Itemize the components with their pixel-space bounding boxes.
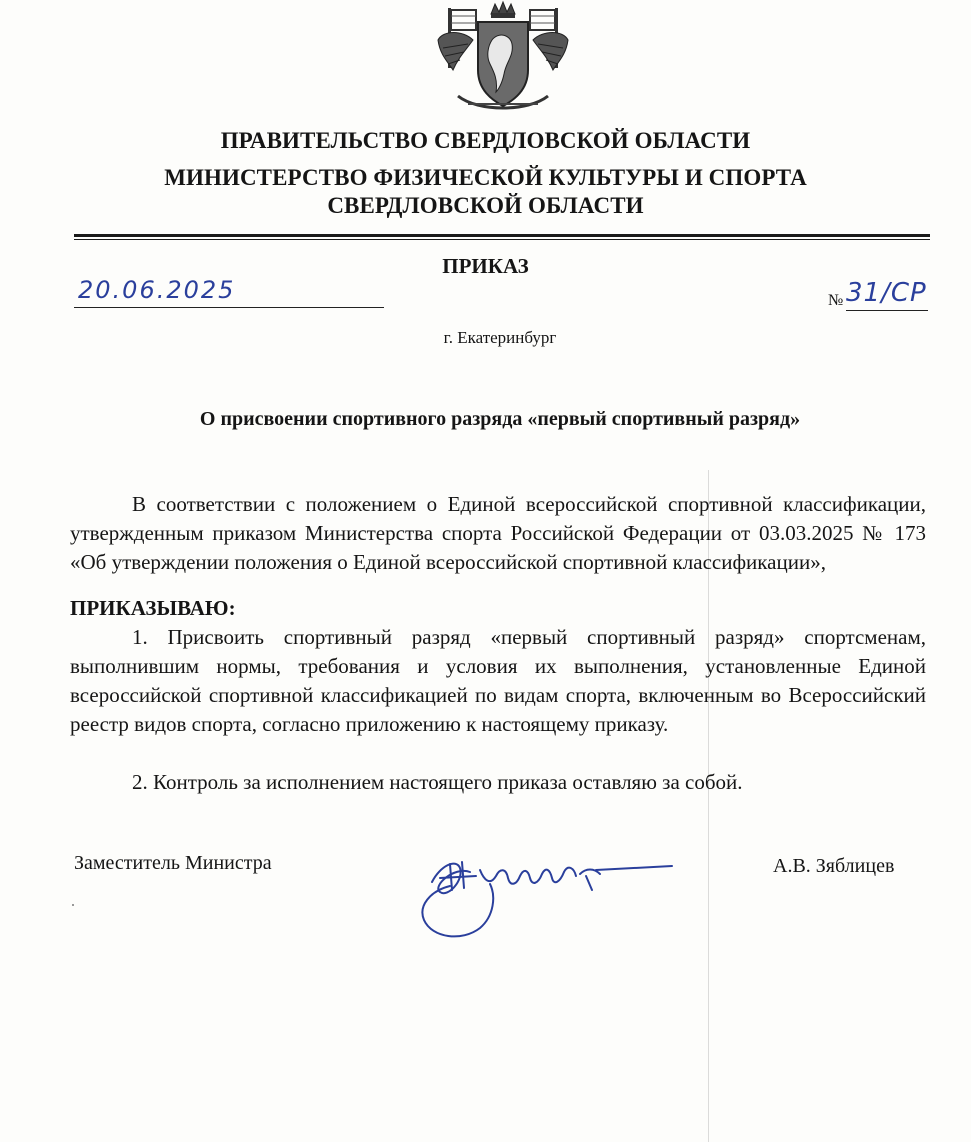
coat-of-arms-icon (418, 0, 588, 118)
header-rule-thin (74, 239, 930, 240)
signer-name: А.В. Зяблицев (773, 855, 895, 877)
document-type: ПРИКАЗ (442, 254, 529, 278)
header-rule-thick (74, 234, 930, 237)
signer-title: Заместитель Министра (74, 852, 272, 874)
handwritten-signature (410, 846, 680, 946)
header-government: ПРАВИТЕЛЬСТВО СВЕРДЛОВСКОЙ ОБЛАСТИ (220, 128, 751, 153)
document-subject: О присвоении спортивного разряда «первый спортивный разряд» (199, 408, 801, 430)
header-ministry: МИНИСТЕРСТВО ФИЗИЧЕСКОЙ КУЛЬТУРЫ И СПОРТА (164, 165, 807, 190)
number-label: № (828, 292, 844, 309)
item-1-paragraph: 1. Присвоить спортивный разряд «первый спортивный разряд» спортсменам, выполнившим нормы, требования и условия их выполнения, установленные Единой всероссийской спортивной классификацией по видам спорта, включенным во Всероссийский реестр видов спорта, согласно приложению к настоящему приказу. (70, 625, 926, 736)
scan-speck (72, 904, 74, 906)
number-underline (846, 310, 928, 311)
document-number: 31/СР (846, 278, 927, 308)
city: г. Екатеринбург (443, 328, 557, 347)
header-region: СВЕРДЛОВСКОЙ ОБЛАСТИ (327, 193, 644, 218)
date-underline (74, 307, 384, 308)
document-date: 20.06.2025 (78, 276, 236, 304)
item-2-paragraph: 2. Контроль за исполнением настоящего приказа оставляю за собой. (132, 770, 743, 794)
preamble-paragraph: В соответствии с положением о Единой всероссийской спортивной классификации, утвержденным приказом Министерства спорта Российской Федерации от 03.03.2025 № 173 «Об утверждении положения о Единой всероссийской спортивной классификации», (70, 492, 926, 574)
decree-word: ПРИКАЗЫВАЮ: (70, 596, 236, 620)
